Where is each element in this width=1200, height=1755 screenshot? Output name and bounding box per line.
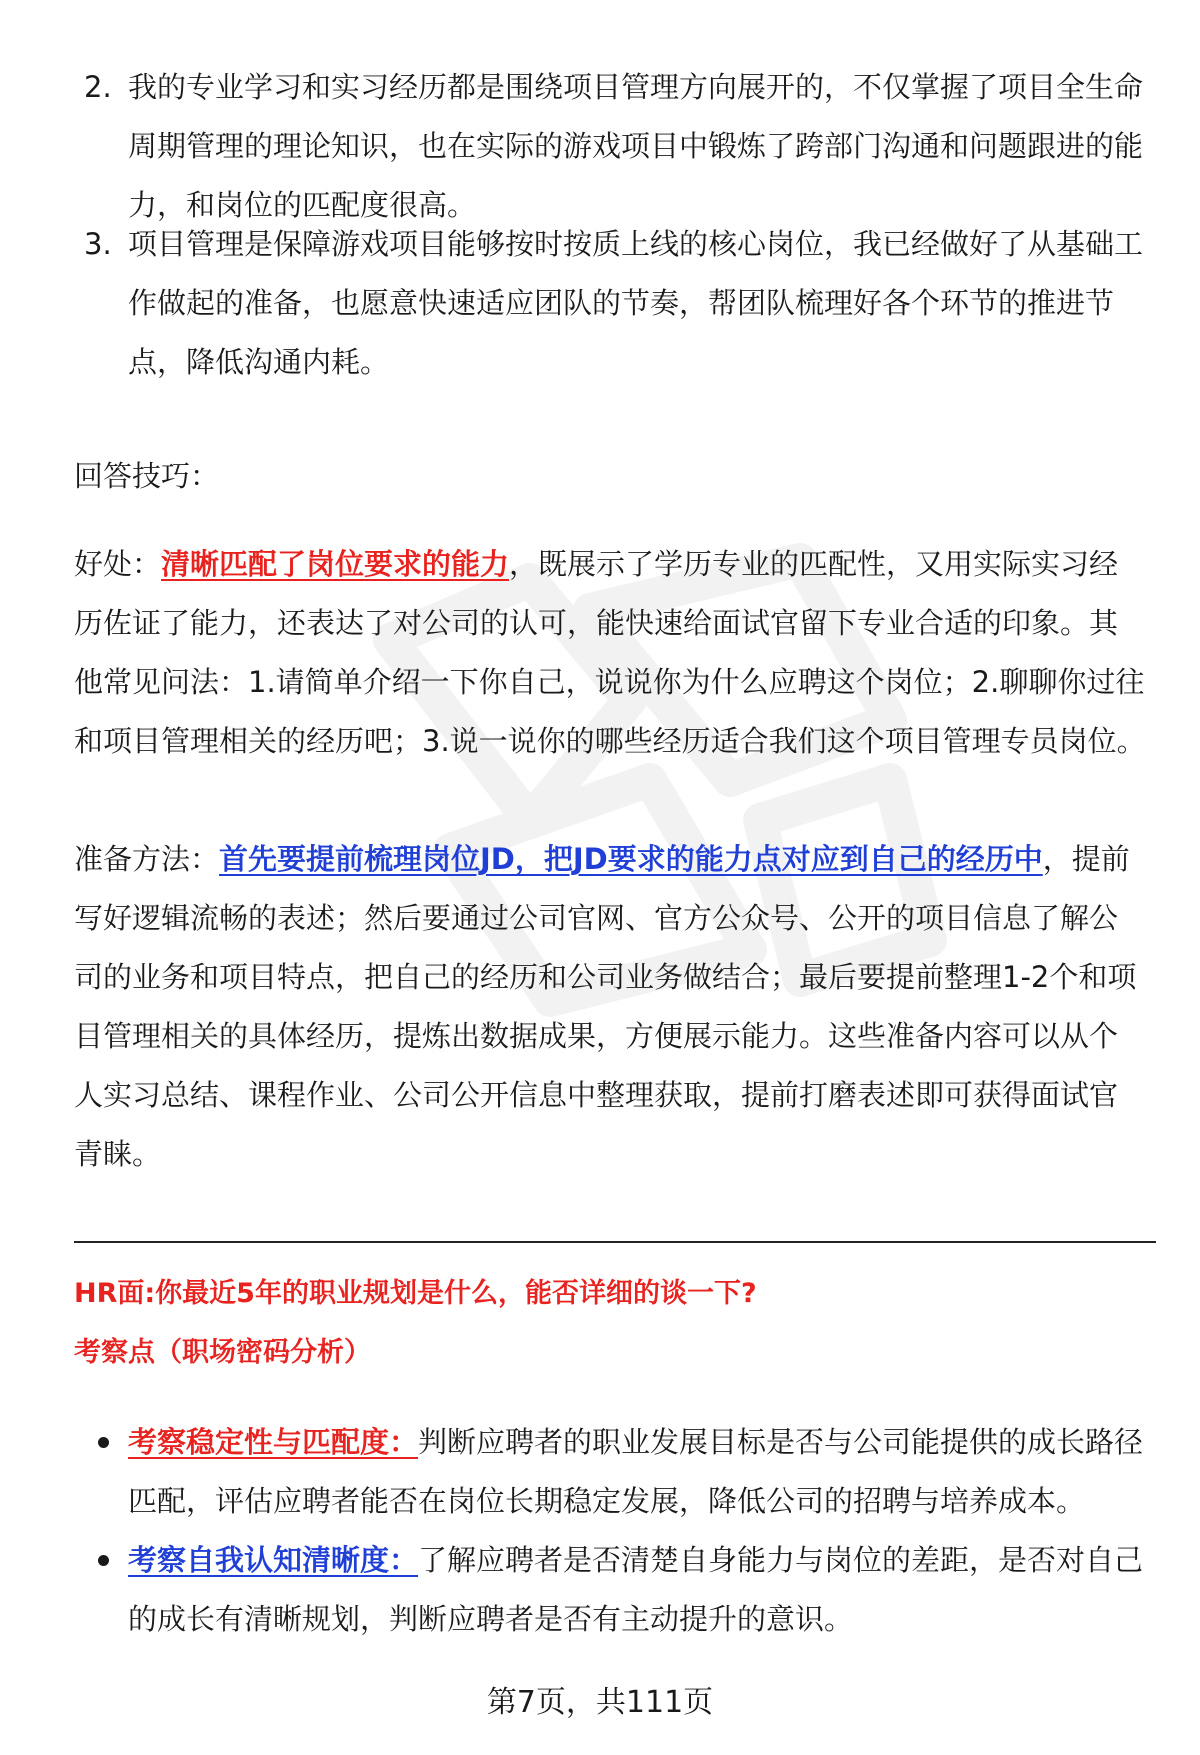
prep-highlight: 首先要提前梳理岗位JD，把JD要求的能力点对应到自己的经历中 bbox=[219, 842, 1043, 876]
list-text: 我的专业学习和实习经历都是围绕项目管理方向展开的，不仅掌握了项目全生命周期管理的理论知识，也在实际的游戏项目中锻炼了跨部门沟通和问题跟进的能力，和岗位的匹配度很高。 bbox=[128, 70, 1144, 222]
list-number: 2. bbox=[84, 70, 112, 104]
bullet-dot bbox=[98, 1555, 109, 1566]
list-number: 3. bbox=[84, 227, 112, 261]
bullet-highlight: 考察自我认知清晰度： bbox=[128, 1543, 419, 1577]
prep-label: 准备方法： bbox=[74, 842, 220, 876]
section-divider bbox=[74, 1241, 1156, 1243]
tips-heading: 回答技巧： bbox=[74, 459, 220, 493]
bullet-item-self-awareness bbox=[74, 1531, 1146, 1649]
bullet-text: 了解应聘者是否清楚自身能力与岗位的差距，是否对自己的成长有清晰规划，判断应聘者是否有主动提升的意识。 bbox=[128, 1543, 1144, 1636]
question-subtitle: 考察点（职场密码分析） bbox=[74, 1337, 371, 1368]
bullet-text: 判断应聘者的职业发展目标是否与公司能提供的成长路径匹配，评估应聘者能否在岗位长期稳定发展，降低公司的招聘与培养成本。 bbox=[128, 1425, 1144, 1518]
benefit-text: ，既展示了学历专业的匹配性，又用实际实习经历佐证了能力，还表达了对公司的认可，能快速给面试官留下专业合适的印象。其他常见问法：1.请简单介绍一下你自己，说说你为什么应聘这个岗位；2.聊聊你过往和项目管理相关的经历吧；3.说一说你的哪些经历适合我们这个项目管理专员岗位。 bbox=[74, 547, 1146, 758]
question-title: HR面:你最近5年的职业规划是什么，能否详细的谈一下? bbox=[74, 1278, 757, 1309]
prep-paragraph bbox=[74, 830, 1146, 1184]
benefit-label: 好处： bbox=[74, 547, 162, 581]
list-item-2 bbox=[74, 58, 1146, 235]
list-item-3 bbox=[74, 215, 1146, 392]
bullet-dot bbox=[98, 1437, 109, 1448]
prep-text: ，提前写好逻辑流畅的表述；然后要通过公司官网、官方公众号、公开的项目信息了解公司的业务和项目特点，把自己的经历和公司业务做结合；最后要提前整理1-2个和项目管理相关的具体经历，提炼出数据成果，方便展示能力。这些准备内容可以从个人实习总结、课程作业、公司公开信息中整理获取，提前打磨表述即可获得面试官青睐。 bbox=[74, 842, 1137, 1171]
benefit-paragraph bbox=[74, 535, 1146, 771]
benefit-highlight: 清晰匹配了岗位要求的能力 bbox=[161, 547, 510, 581]
page-number: 第7页，共111页 bbox=[486, 1685, 714, 1720]
bullet-item-stability bbox=[74, 1413, 1146, 1531]
bullet-highlight: 考察稳定性与匹配度： bbox=[128, 1425, 419, 1459]
list-text: 项目管理是保障游戏项目能够按时按质上线的核心岗位，我已经做好了从基础工作做起的准备，也愿意快速适应团队的节奏，帮团队梳理好各个环节的推进节点，降低沟通内耗。 bbox=[128, 227, 1144, 379]
